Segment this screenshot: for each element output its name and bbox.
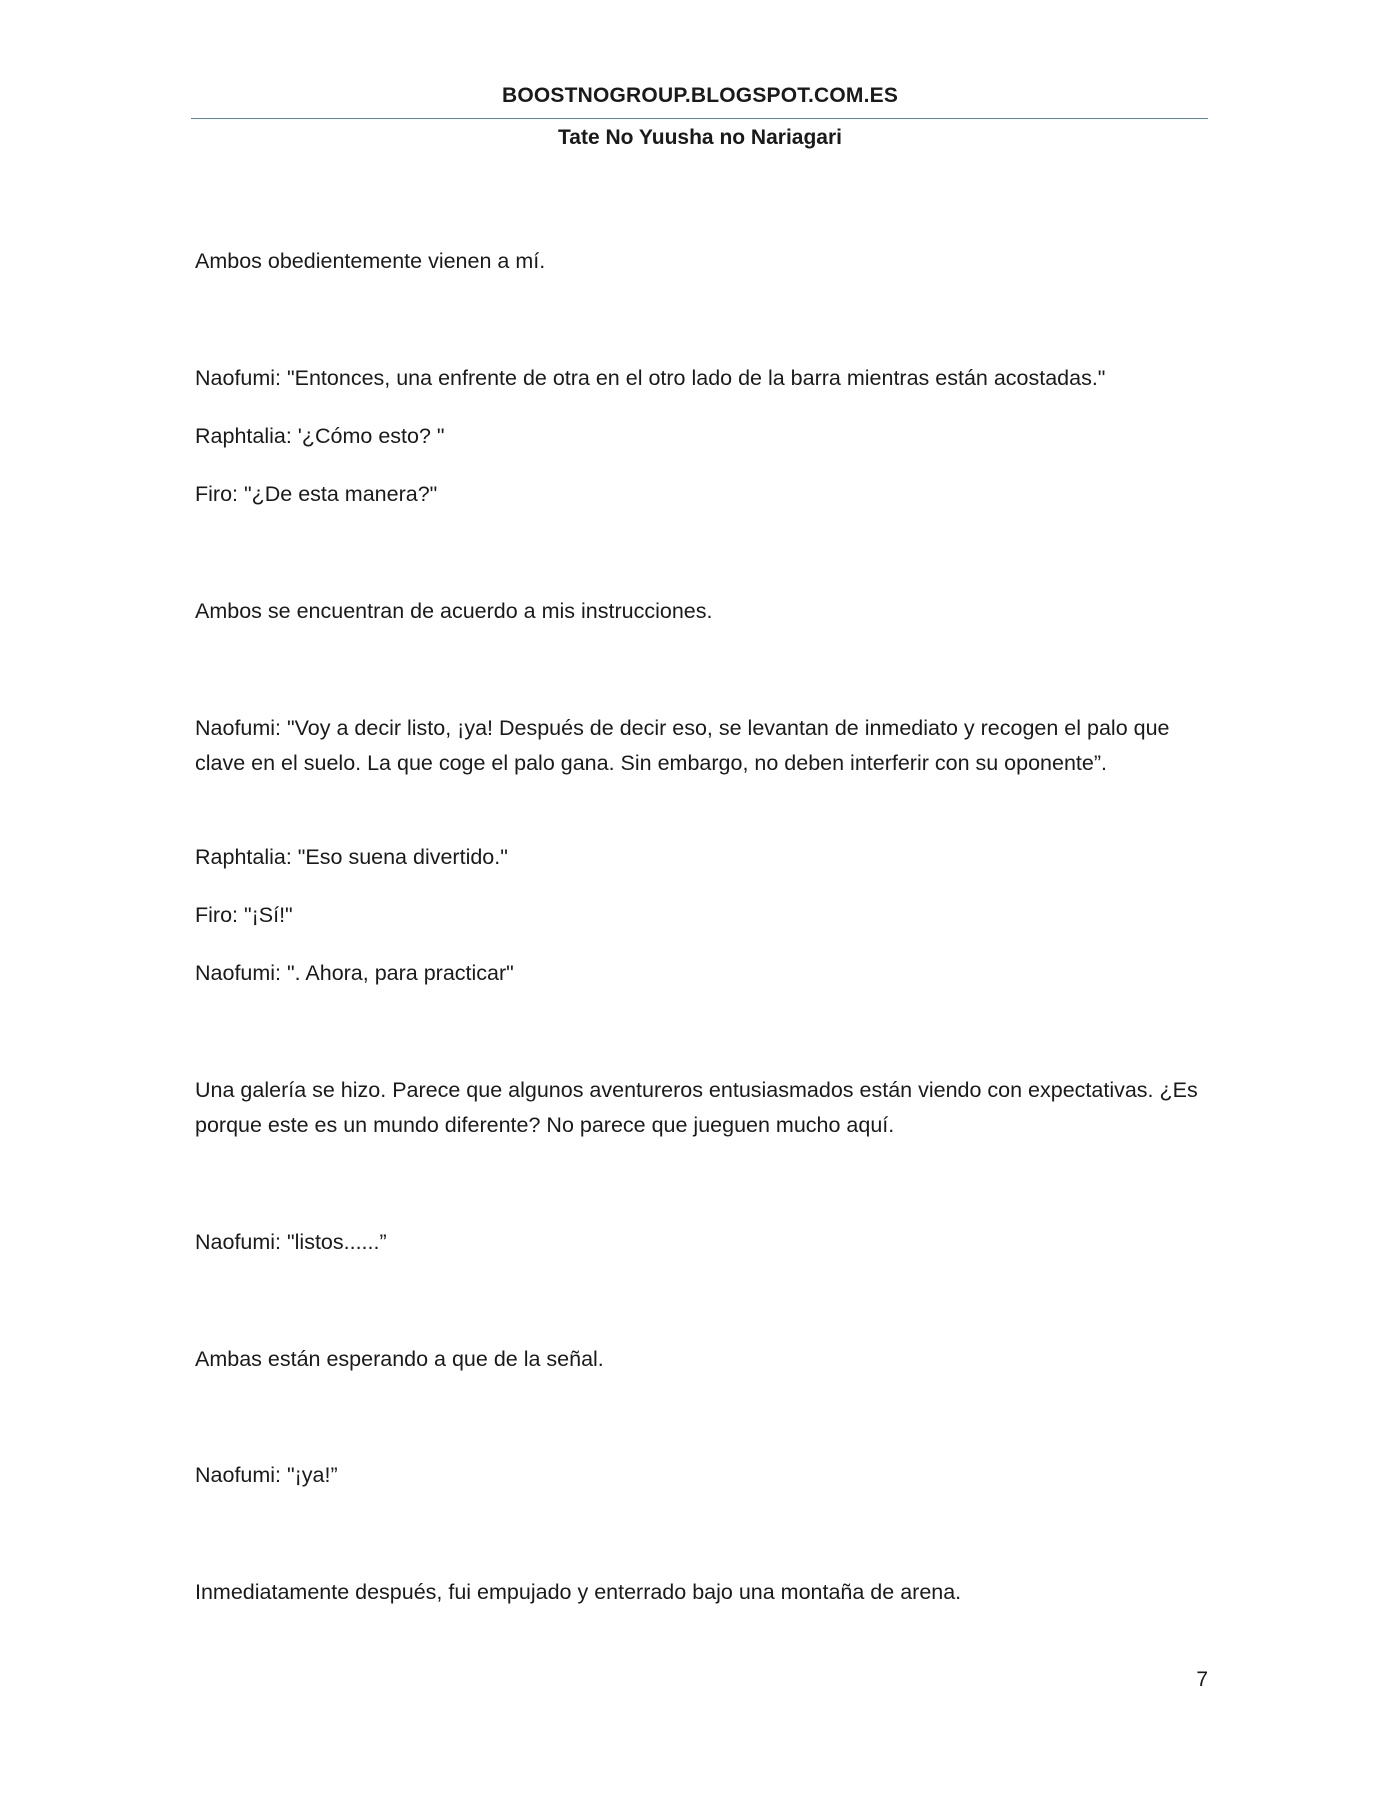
paragraph-9: Naofumi: ". Ahora, para practicar" <box>195 961 514 985</box>
paragraph-7: Raphtalia: "Eso suena divertido." <box>195 845 508 869</box>
paragraph-12: Ambas están esperando a que de la señal. <box>195 1347 604 1371</box>
paragraph-13: Naofumi: "¡ya!” <box>195 1463 338 1487</box>
header-title: Tate No Yuusha no Nariagari <box>558 126 842 149</box>
header-rule <box>191 118 1208 119</box>
paragraph-3: Raphtalia: '¿Cómo esto? " <box>195 424 445 448</box>
paragraph-10: Una galería se hizo. Parece que algunos aventureros entusiasmados están viendo con expectativas. ¿Es porque este es un mundo diferente? No parece que jueguen mucho aquí. <box>195 1078 1198 1137</box>
paragraph-8: Firo: "¡Sí!" <box>195 903 293 927</box>
header-site: BOOSTNOGROUP.BLOGSPOT.COM.ES <box>501 84 899 107</box>
paragraph-5: Ambos se encuentran de acuerdo a mis instrucciones. <box>195 599 713 623</box>
paragraph-14: Inmediatamente después, fui empujado y enterrado bajo una montaña de arena. <box>195 1580 962 1604</box>
paragraph-11: Naofumi: "listos......” <box>195 1230 387 1254</box>
page-number: 7 <box>1196 1668 1208 1691</box>
paragraph-4: Firo: "¿De esta manera?" <box>195 482 438 506</box>
paragraph-6: Naofumi: "Voy a decir listo, ¡ya! Después de decir eso, se levantan de inmediato y recogen el palo que clave en el suelo. La que coge el palo gana. Sin embargo, no deben interferir con su oponente”. <box>195 716 1170 775</box>
paragraph-1: Ambos obedientemente vienen a mí. <box>195 249 546 273</box>
paragraph-2: Naofumi: "Entonces, una enfrente de otra en el otro lado de la barra mientras están acostadas." <box>195 366 1106 390</box>
